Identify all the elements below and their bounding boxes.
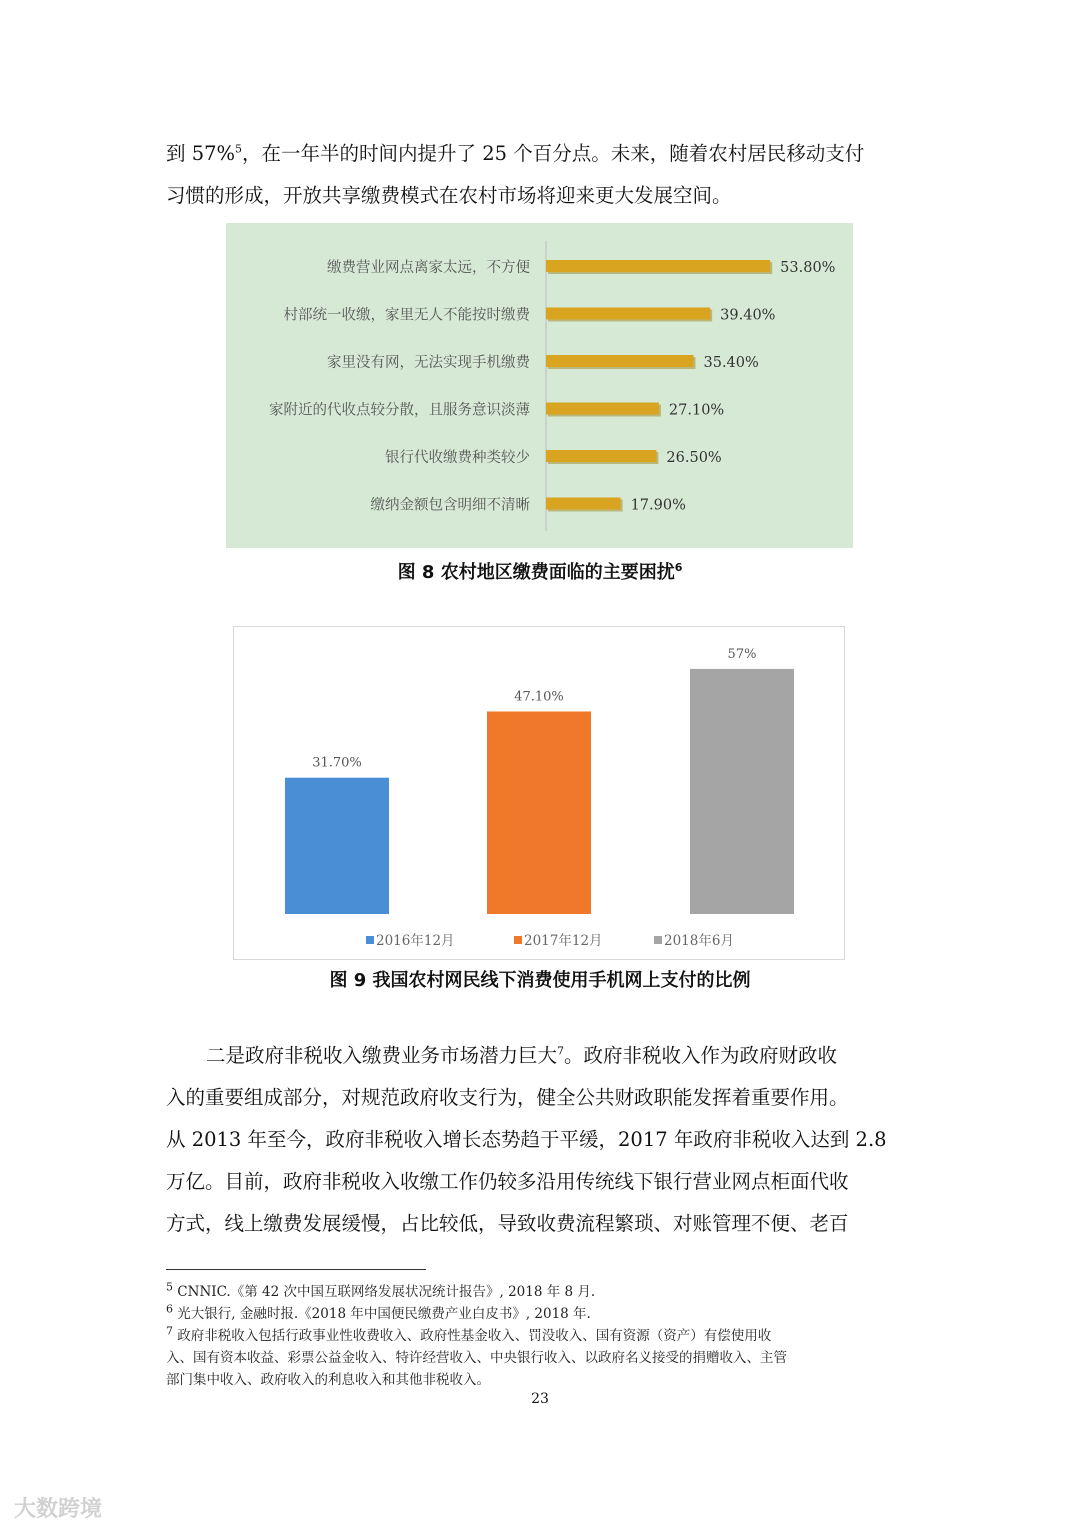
figure-9-caption: 图 9 我国农村网民线下消费使用手机网上支付的比例: [329, 970, 751, 991]
category-label: 村部统一收缴，家里无人不能按时缴费: [283, 307, 530, 324]
data-label: 53.80%: [780, 260, 836, 276]
data-label: 39.40%: [720, 307, 776, 324]
footnote-5: $^5$ CNNIC.《第 42 次中国互联网络发展状况统计报告》, 2018 年 8 月.: [166, 1280, 596, 1300]
data-label: 31.70%: [312, 755, 362, 771]
figure-8-caption: 图 8 农村地区缴费面临的主要困扰$^6$: [397, 561, 683, 583]
bar: [546, 308, 710, 320]
watermark-logo: 大数跨境: [14, 1497, 103, 1522]
body-line-2: 入的重要组成部分，对规范政府收支行为，健全公共财政职能发挥着重要作用。: [166, 1086, 849, 1109]
data-label: 17.90%: [630, 497, 686, 514]
figure-9-chart: [233, 626, 845, 960]
category-label: 家里没有网，无法实现手机缴费: [327, 355, 530, 371]
category-label: 银行代收缴费种类较少: [385, 450, 530, 466]
data-label: 57%: [727, 646, 757, 662]
data-label: 26.50%: [666, 450, 722, 466]
legend-swatch: [366, 936, 374, 944]
bar: [546, 498, 621, 510]
body-line-3: 从 2013 年至今，政府非税收入增长态势趋于平缓，2017 年政府非税收入达到 2.8: [166, 1128, 887, 1151]
footnote-7: $^7$ 政府非税收入包括行政事业性收费收入、政府性基金收入、罚没收入、国有资源（资产）有偿使用收: [166, 1324, 772, 1344]
footnote-ref-5[interactable]: 5: [235, 142, 243, 156]
footnote-ref-7[interactable]: 7: [557, 1044, 565, 1058]
body-paragraph: [166, 1035, 918, 1245]
legend-label: 2018年6月: [664, 933, 734, 949]
data-label: 35.40%: [703, 355, 759, 371]
intro-line-1: 到 57%$^5$，在一年半的时间内提升了 25 个百分点。未来，随着农村居民移动支付: [166, 142, 865, 165]
figure-9-svg: [234, 627, 844, 959]
bar: [546, 260, 770, 272]
bar: [487, 711, 591, 914]
bar: [546, 403, 659, 415]
footnote-ref-6[interactable]: 6: [674, 561, 683, 574]
intro-paragraph: [166, 133, 918, 217]
figure-8-svg: [226, 223, 853, 548]
legend-swatch: [654, 936, 662, 944]
bar: [546, 355, 694, 367]
category-label: 缴费营业网点离家太远，不方便: [327, 260, 530, 276]
footnote-7-cont-1: 入、国有资本收益、彩票公益金收入、特许经营收入、中央银行收入、以政府名义接受的捐赠收入、主管: [166, 1350, 787, 1366]
bar: [285, 778, 389, 914]
data-label: 27.10%: [668, 402, 725, 419]
legend-label: 2016年12月: [376, 933, 455, 949]
page-number: 23: [531, 1391, 549, 1407]
bar: [546, 450, 656, 462]
body-line-1: 二是政府非税收入缴费业务市场潜力巨大$^7$。政府非税收入作为政府财政收: [206, 1044, 838, 1067]
category-label: 缴纳金额包含明细不清晰: [370, 497, 530, 514]
legend-label: 2017年12月: [524, 933, 603, 949]
body-line-5: 方式，线上缴费发展缓慢，占比较低，导致收费流程繁琐、对账管理不便、老百: [166, 1212, 849, 1235]
bar: [690, 669, 794, 914]
footnote-6: $^6$ 光大银行, 金融时报.《2018 年中国便民缴费产业白皮书》, 2018 年.: [166, 1302, 591, 1322]
category-label: 家附近的代收点较分散，且服务意识淡薄: [269, 402, 530, 419]
footnote-divider: [166, 1269, 426, 1270]
intro-line-2: 习惯的形成，开放共享缴费模式在农村市场将迎来更大发展空间。: [166, 184, 732, 207]
footnote-7-cont-2: 部门集中收入、政府收入的利息收入和其他非税收入。: [166, 1372, 490, 1388]
legend-swatch: [514, 936, 522, 944]
data-label: 47.10%: [514, 689, 564, 705]
body-line-4: 万亿。目前，政府非税收入收缴工作仍较多沿用传统线下银行营业网点柜面代收: [166, 1170, 849, 1193]
footnotes: [166, 1281, 918, 1391]
figure-8-chart: [226, 223, 853, 548]
